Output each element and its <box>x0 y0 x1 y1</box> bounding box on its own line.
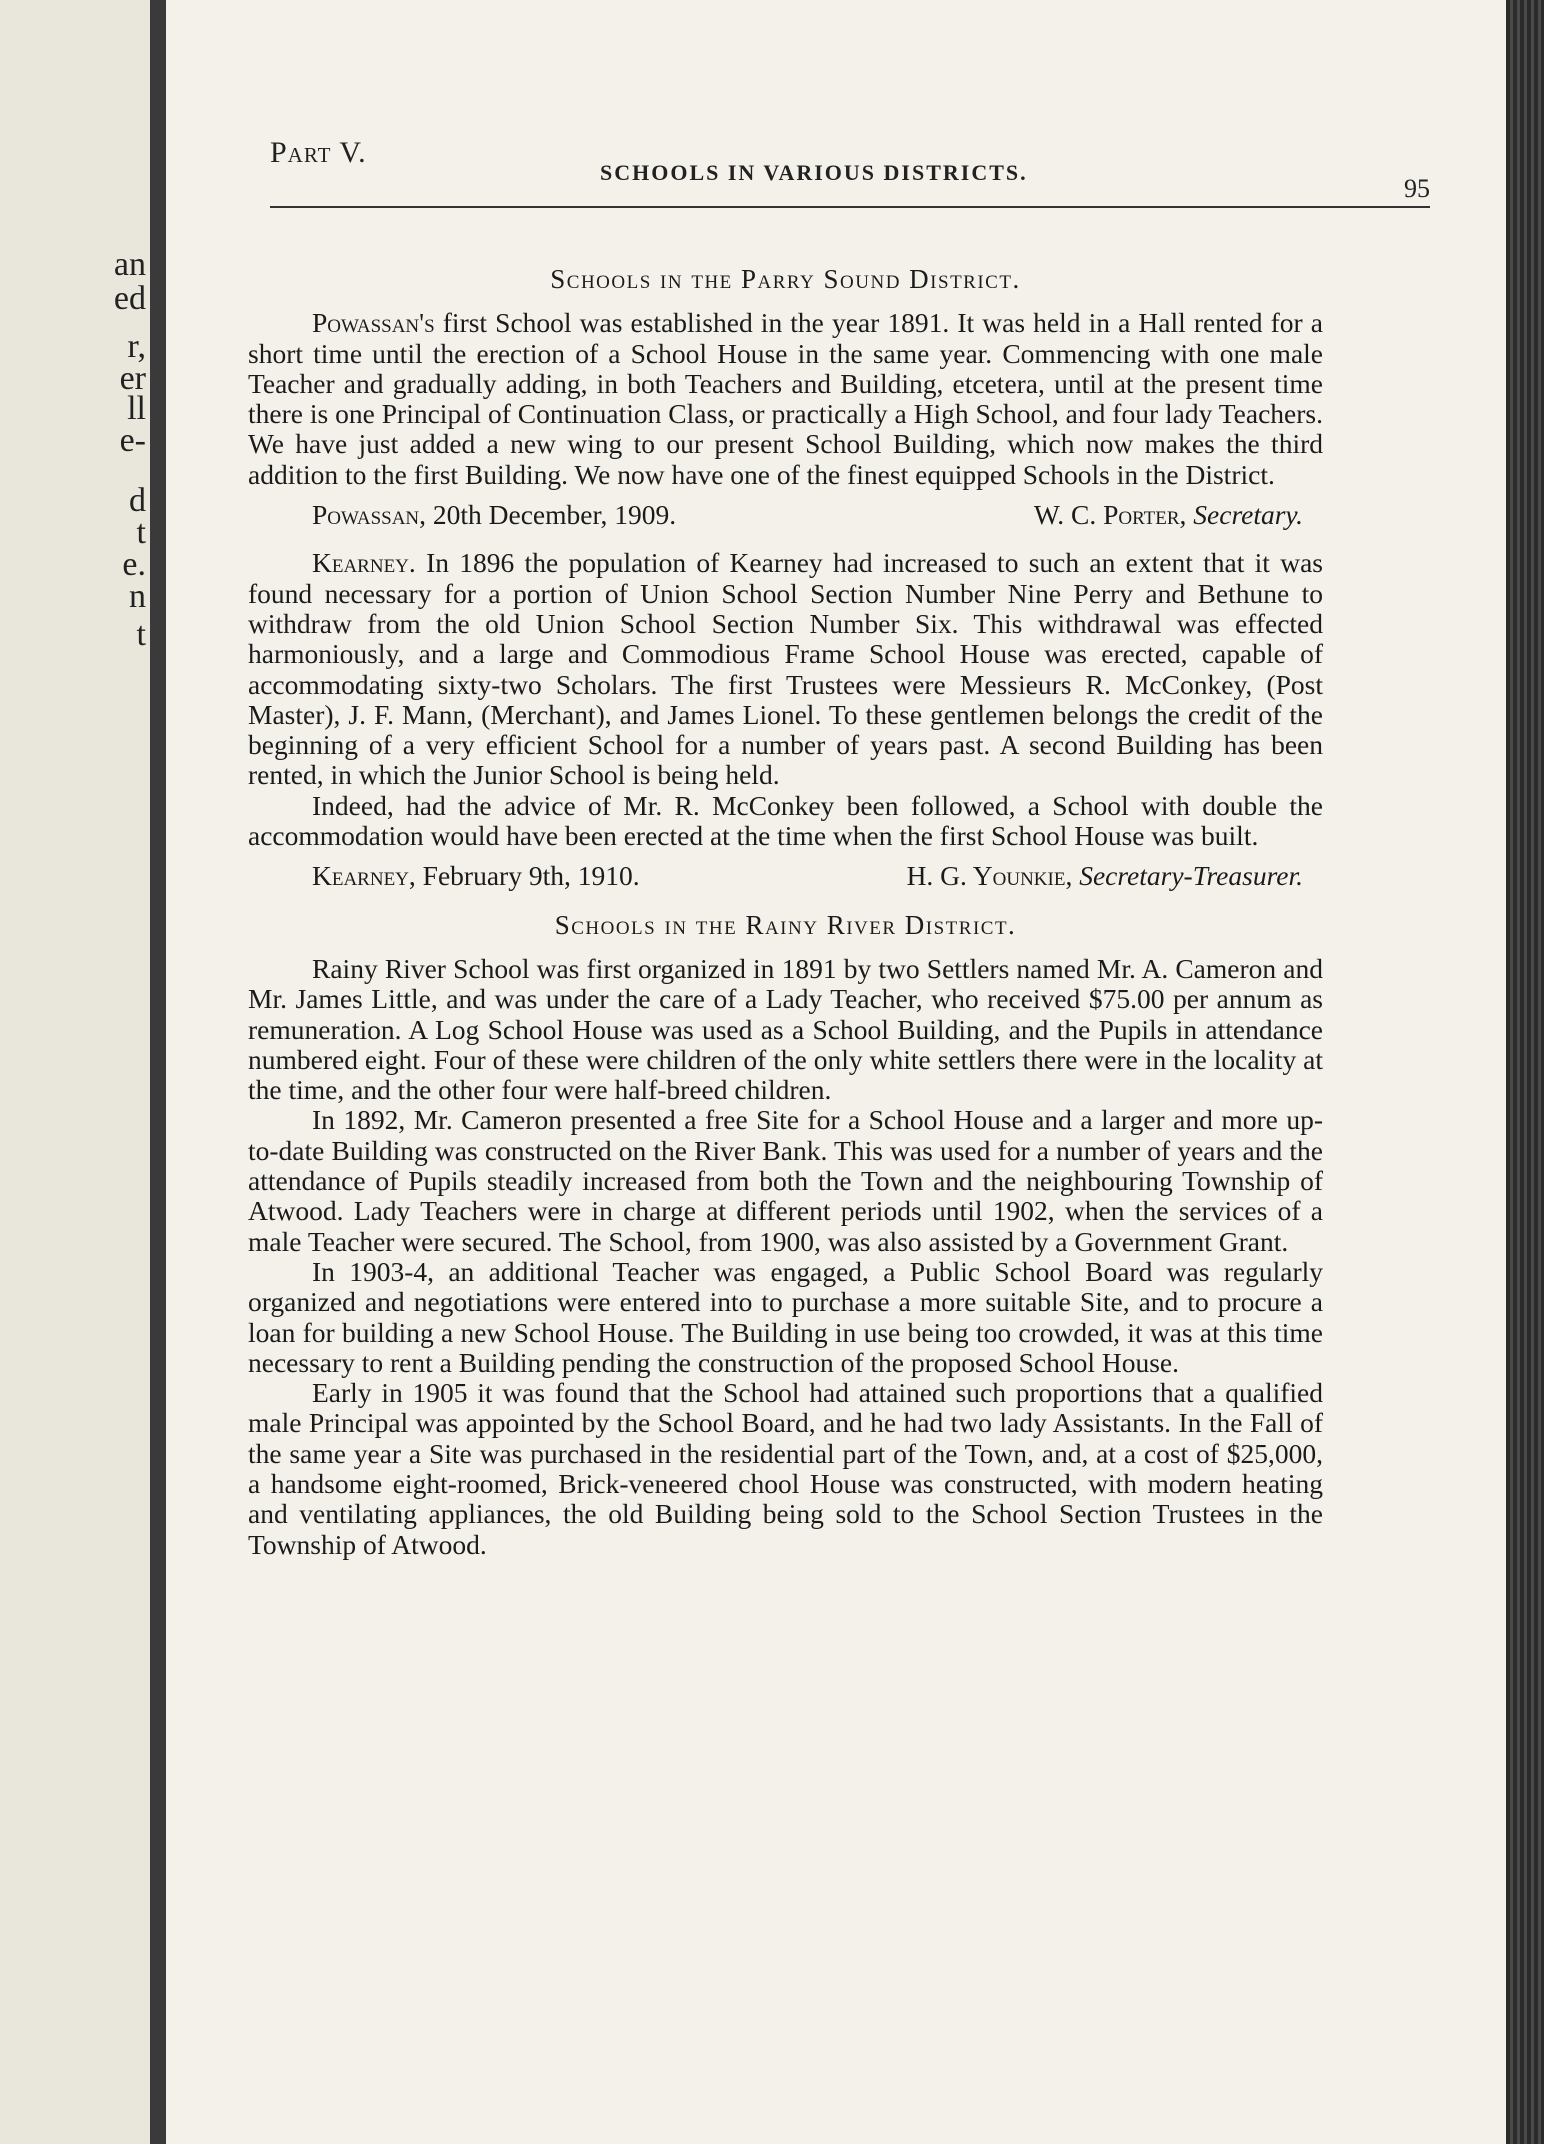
signoff-name: W. C. Porter, <box>1033 499 1187 531</box>
signoff <box>312 861 1303 891</box>
facing-page-fragment: n <box>129 578 146 615</box>
page-number: 95 <box>1404 174 1430 203</box>
page-stack-edge <box>1506 0 1544 2144</box>
book-page <box>166 0 1506 2144</box>
facing-page-fragment: r, <box>127 328 146 365</box>
section-title: Schools in the Parry Sound District. <box>550 264 1021 294</box>
paragraph-text: Rainy River School was first organized in 1891 by two Settlers named Mr. A. Cameron and Mr. James Little, and was under the care of a Lady Teacher, who received $75.00 per annum as remuneration. A Log School House was used as a School Building, and the Pupils in attendance numbered eight. Four of these were children of the only white settlers there were in the locality at the time, and the other four were half-breed children. <box>248 952 1323 1106</box>
paragraph <box>248 308 1323 490</box>
facing-page-fragment: er <box>119 360 146 397</box>
paragraph <box>248 954 1323 1105</box>
paragraph-text: In 1892, Mr. Cameron presented a free Site for a School House and a larger and more up-to-date Building was constructed on the River Bank. This was used for a number of years and the attendance of Pupils steadily increased from both the Town and the neighbouring Township of Atwood. Lady Teachers were in charge at different periods until 1902, when the services of a male Teacher were secured. The School, from 1900, was also assisted by a Government Grant. <box>248 1104 1323 1257</box>
paragraph <box>248 1105 1323 1256</box>
facing-page-fragment: t <box>136 616 146 653</box>
facing-page-fragment: e. <box>122 546 146 583</box>
signoff-date: 20th December, 1909. <box>426 499 677 531</box>
signoff-name: H. G. Younkie, <box>906 860 1073 892</box>
paragraph-text: In 1903-4, an additional Teacher was engaged, a Public School Board was regularly organized and negotiations were entered into to purchase a more suitable Site, and to procure a loan for building a new School House. The Building in use being too crowded, it was at this time necessary to rent a Building pending the construction of the proposed School House. <box>248 1255 1323 1378</box>
paragraph-text: In 1896 the population of Kearney had increased to such an extent that it was found necessary for a portion of Union School Section Number Nine Perry and Bethune to withdraw from the old Union School Section Number Six. This withdrawal was effected harmoniously, and a large and Commodious Frame School House was erected, capable of accommodating sixty-two Scholars. The first Trustees were Messieurs R. McConkey, (Post Master), J. F. Mann, (Merchant), and James Lionel. To these gentlemen belongs the credit of the beginning of a very efficient School for a number of years past. A second Building has been rented, in which the Junior School is being held. <box>248 547 1323 791</box>
signoff <box>312 500 1303 530</box>
facing-page-fragment: t <box>136 514 146 551</box>
signoff-place: Kearney, <box>312 860 416 892</box>
signoff-place: Powassan, <box>312 499 427 531</box>
paragraph-text: Early in 1905 it was found that the School had attained such proportions that a qualified male Principal was appointed by the School Board, and he had two lady Assistants. In the Fall of the same year a Site was purchased in the residential part of the Town, and, at a cost of $25,000, a handsome eight-roomed, Brick-veneered chool House was constructed, with modern heating and ventilating appliances, the old Building being sold to the School Section Trustees in the Township of Atwood. <box>248 1377 1323 1560</box>
facing-page-fragment: an <box>113 246 146 283</box>
page-body <box>248 250 1323 1560</box>
running-head <box>270 136 1430 208</box>
facing-page-fragment: ll <box>127 390 146 427</box>
signoff-place-date <box>312 500 676 530</box>
signoff-place-date <box>312 861 640 891</box>
facing-page-fragment: e- <box>119 422 146 459</box>
paragraph <box>248 548 1323 790</box>
paragraph <box>248 1257 1323 1378</box>
signoff-date: February 9th, 1910. <box>415 860 640 892</box>
paragraph-text: Indeed, had the advice of Mr. R. McConkey been followed, a School with double the accommodation would have been erected at the time when the first School House was built. <box>248 789 1323 852</box>
running-title: SCHOOLS IN VARIOUS DISTRICTS. <box>600 160 1028 185</box>
book-gutter <box>150 0 166 2144</box>
paragraph <box>248 1378 1323 1560</box>
signoff-role: Secretary-Treasurer. <box>1072 860 1303 892</box>
section-title: Schools in the Rainy River District. <box>554 909 1017 940</box>
signoff-signatory <box>1034 500 1303 530</box>
signoff-signatory <box>907 861 1303 891</box>
paragraph-lead: Powassan's <box>312 307 435 339</box>
signoff-role: Secretary. <box>1186 499 1303 531</box>
facing-page-fragment: d <box>129 482 146 519</box>
part-label: Part V. <box>270 136 367 169</box>
facing-page-edge <box>0 0 150 2144</box>
paragraph-lead: Kearney. <box>312 547 416 579</box>
paragraph <box>248 791 1323 852</box>
paragraph-text: first School was established in the year 1891. It was held in a Hall rented for a short time until the erection of a School House in the same year. Commencing with one male Teacher and gradually adding, in both Teachers and Building, etcetera, until at the present time there is one Principal of Continuation Class, or practically a High School, and four lady Teachers. We have just added a new wing to our present School Building, which now makes the third addition to the first Building. We now have one of the finest equipped Schools in the District. <box>248 307 1323 490</box>
facing-page-fragment: ed <box>113 280 146 317</box>
